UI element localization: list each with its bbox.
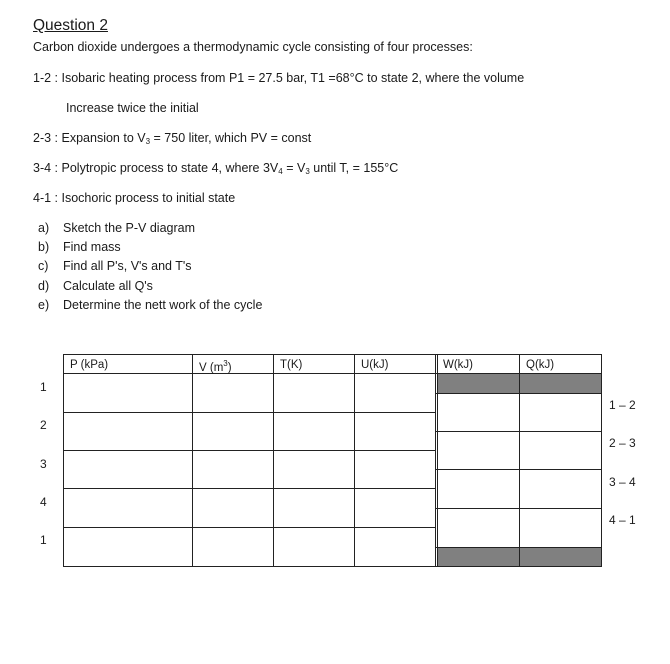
superscript: 3 xyxy=(223,359,228,368)
header-temperature: T(K) xyxy=(280,359,303,371)
process-label: 4 – 1 xyxy=(609,513,636,527)
task-c-label: c) xyxy=(38,259,49,273)
table-border xyxy=(354,354,355,567)
table-border xyxy=(63,450,435,451)
process-label: 1 – 2 xyxy=(609,398,636,412)
table-border xyxy=(435,354,436,567)
table-border xyxy=(63,354,64,567)
table-border xyxy=(192,354,193,567)
table-border xyxy=(63,373,435,374)
task-d-text: Calculate all Q's xyxy=(63,279,153,293)
table-border xyxy=(63,527,435,528)
state-label: 3 xyxy=(40,457,47,471)
process-text: until T, = 155°C xyxy=(309,161,399,175)
process-text: = V xyxy=(282,161,306,175)
table-border xyxy=(437,354,438,567)
process-text: Isochoric process to initial state xyxy=(61,191,236,205)
header-volume-close: ) xyxy=(227,362,232,374)
table-border xyxy=(273,354,274,567)
header-volume-text: V (m xyxy=(199,362,224,374)
subscript: 4 xyxy=(278,167,283,176)
task-a-label: a) xyxy=(38,221,50,235)
header-work: W(kJ) xyxy=(443,359,474,371)
header-pressure: P (kPa) xyxy=(70,359,109,371)
state-label: 2 xyxy=(40,418,47,432)
subscript: 3 xyxy=(305,167,310,176)
process-text: Expansion to V xyxy=(61,131,146,145)
table-border xyxy=(63,488,435,489)
task-b-text: Find mass xyxy=(63,240,121,254)
header-volume xyxy=(199,359,232,374)
table-border xyxy=(63,566,435,567)
question-intro: Carbon dioxide undergoes a thermodynamic cycle consisting of four processes: xyxy=(33,40,473,54)
process-id: 4-1 : xyxy=(33,191,59,205)
table-border xyxy=(519,354,520,567)
task-e-text: Determine the nett work of the cycle xyxy=(63,298,263,312)
process-text: = 750 liter, which PV = const xyxy=(150,131,312,145)
process-text: Polytropic process to state 4, where 3V xyxy=(61,161,279,175)
process-id: 3-4 : xyxy=(33,161,59,175)
header-heat: Q(kJ) xyxy=(526,359,555,371)
subscript: 3 xyxy=(145,137,151,146)
process-id: 2-3 : xyxy=(33,131,59,145)
table-border xyxy=(63,354,435,355)
task-c-text: Find all P's, V's and T's xyxy=(63,259,192,273)
question-title: Question 2 xyxy=(33,17,108,34)
state-label: 4 xyxy=(40,495,47,509)
task-a-text: Sketch the P-V diagram xyxy=(63,221,196,235)
state-label: 1 xyxy=(40,380,47,394)
task-b-label: b) xyxy=(38,240,50,254)
task-d-label: d) xyxy=(38,279,50,293)
process-text: Isobaric heating process from P1 = 27.5 bar, T1 =68°C to state 2, where the volume xyxy=(61,71,525,85)
table-border xyxy=(601,354,602,567)
process-id: 1-2 : xyxy=(33,71,59,85)
table-border xyxy=(63,412,435,413)
task-e-label: e) xyxy=(38,298,50,312)
process-label: 3 – 4 xyxy=(609,475,636,489)
process-label: 2 – 3 xyxy=(609,436,636,450)
process-1-2-continued: Increase twice the initial xyxy=(66,101,199,115)
header-internal-energy: U(kJ) xyxy=(361,359,389,371)
state-label: 1 xyxy=(40,533,47,547)
